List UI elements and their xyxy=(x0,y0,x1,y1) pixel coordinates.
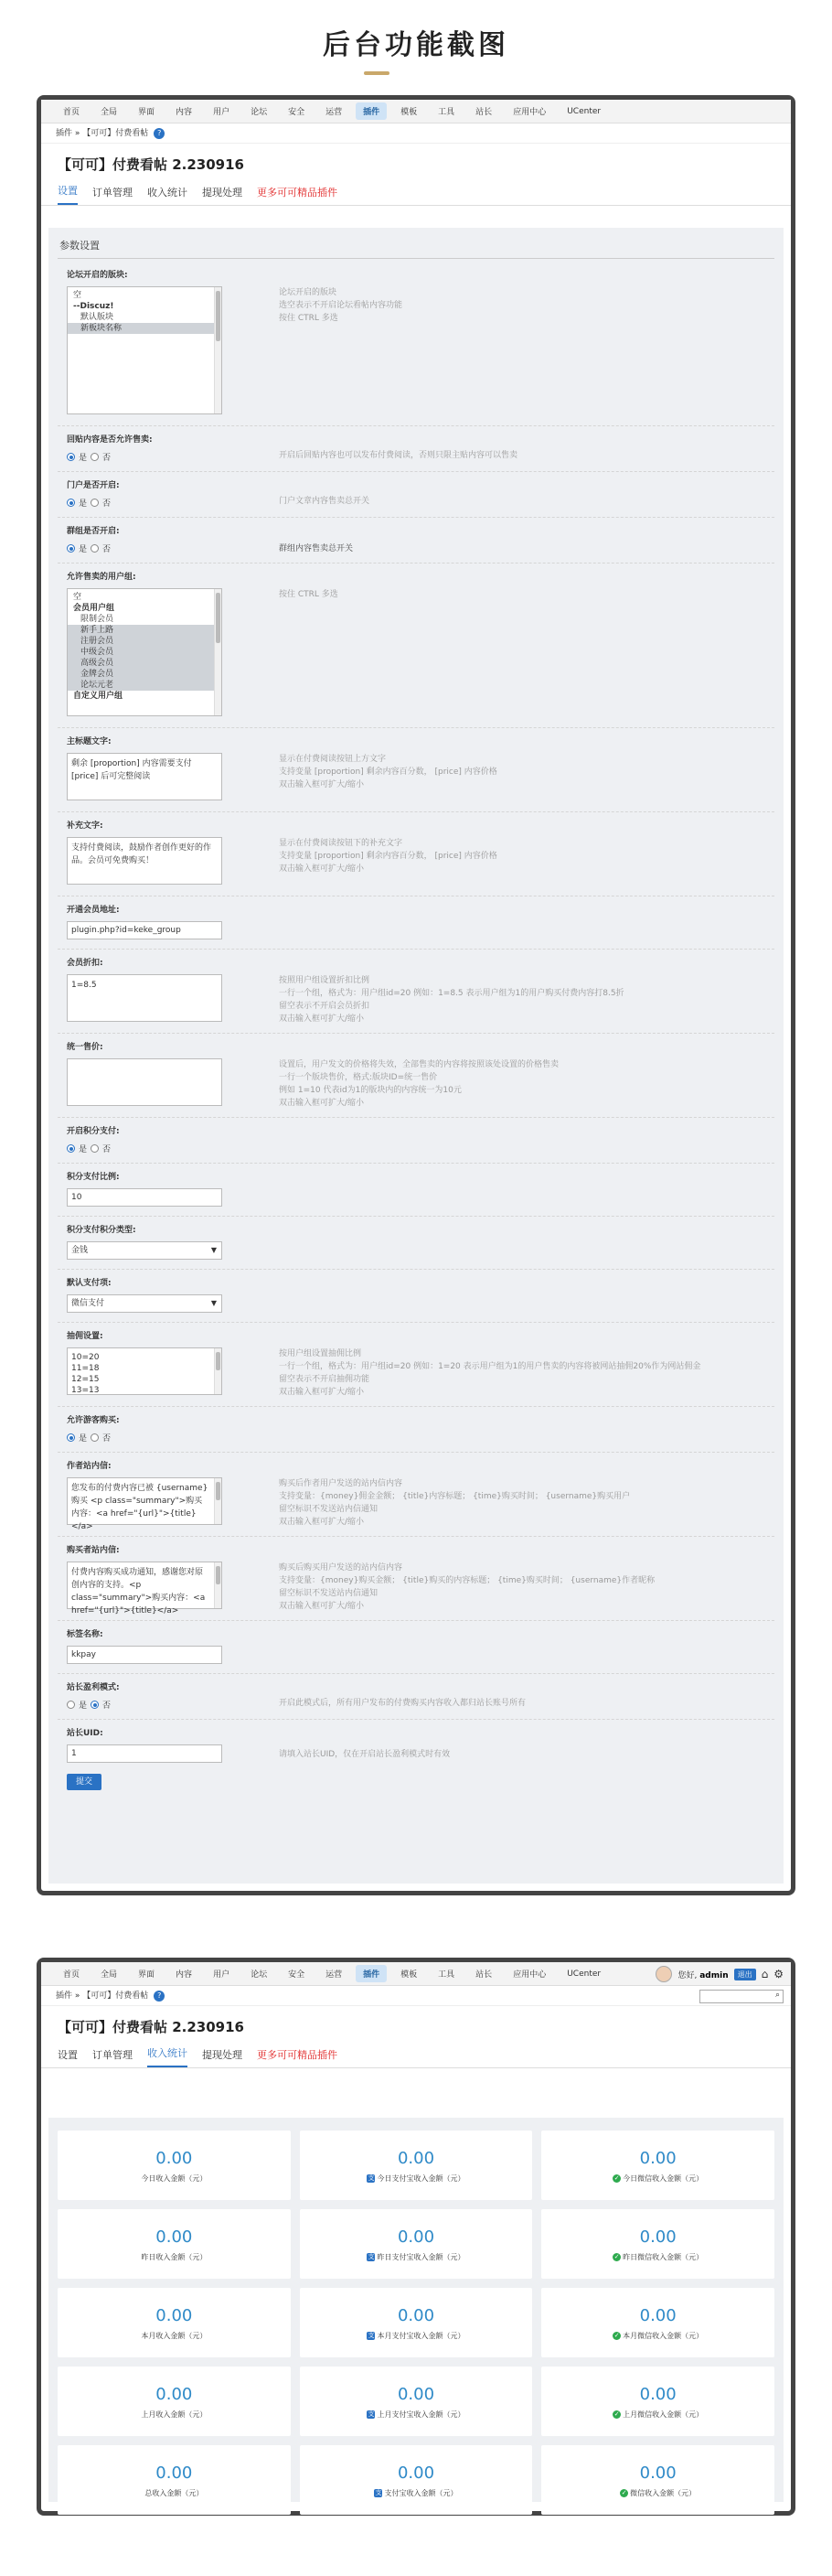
stat-label: 本月收入金额（元） xyxy=(141,2332,208,2340)
stat-value: 0.00 xyxy=(639,2149,677,2168)
nav-item[interactable]: 界面 xyxy=(138,1970,155,1980)
credit-pay-label: 开启积分支付: xyxy=(67,1127,120,1136)
divider xyxy=(58,563,774,564)
radio-no[interactable] xyxy=(91,499,99,507)
radio-yes-label: 是 xyxy=(79,1434,88,1444)
split-input[interactable] xyxy=(67,1347,222,1395)
radio-no[interactable] xyxy=(91,453,99,461)
section-title: 参数设置 xyxy=(58,228,774,259)
stats-screenshot xyxy=(37,1958,795,2516)
divider xyxy=(58,1033,774,1034)
divider xyxy=(58,1406,774,1407)
nav-item[interactable]: 运营 xyxy=(325,108,343,117)
heading-underline xyxy=(364,71,389,75)
desc-line: 双击输入框可扩大/缩小 xyxy=(279,1602,365,1611)
home-icon[interactable]: ⌂ xyxy=(761,1968,769,1980)
desc-line: 显示在付费阅读按钮下的补充文字 xyxy=(279,839,403,848)
desc-line: 一行一个版块售价，格式:版块ID=统一售价 xyxy=(279,1073,438,1082)
reply-desc: 开启后回贴内容也可以发布付费阅读，否则只限主贴内容可以售卖 xyxy=(279,451,518,460)
stat-card xyxy=(300,2209,533,2279)
desc-line: 购买后作者用户发送的站内信内容 xyxy=(279,1479,403,1488)
list-option[interactable]: 默认版块 xyxy=(80,313,114,322)
radio-no-label: 否 xyxy=(102,454,112,463)
stat-label: 本月支付宝收入金额（元） xyxy=(377,2332,465,2340)
usergroups-label: 允许售卖的用户组: xyxy=(67,573,136,582)
split-desc xyxy=(279,1347,700,1399)
radio-yes-label: 是 xyxy=(79,499,88,509)
divider xyxy=(58,811,774,812)
nav-item[interactable]: 插件 xyxy=(356,102,387,120)
buyer-msg-desc xyxy=(279,1562,655,1613)
desc-line: 留空标识不发送站内信通知 xyxy=(279,1505,379,1514)
stat-label: 总收入金额（元） xyxy=(144,2489,204,2497)
stat-label-row xyxy=(300,2410,533,2420)
list-option[interactable]: 空 xyxy=(73,291,82,300)
stat-value: 0.00 xyxy=(397,2306,435,2325)
scrollbar[interactable] xyxy=(214,1348,221,1394)
nav-item[interactable]: 安全 xyxy=(288,108,305,117)
user-area xyxy=(656,1966,784,1982)
desc-line: 按住 CTRL 多选 xyxy=(279,314,338,323)
stat-value: 0.00 xyxy=(155,2149,193,2168)
scrollbar[interactable] xyxy=(214,287,221,413)
guest-radio[interactable] xyxy=(67,1432,111,1444)
stat-value: 0.00 xyxy=(155,2463,193,2483)
nav-item[interactable]: 模板 xyxy=(400,1970,418,1980)
nav-item[interactable]: 论坛 xyxy=(251,1970,268,1980)
nav-item[interactable]: 首页 xyxy=(63,108,80,117)
nav-item[interactable]: 工具 xyxy=(438,108,455,117)
desc-line: 按照用户组设置折扣比例 xyxy=(279,976,370,985)
tab[interactable]: 更多可可精品插件 xyxy=(257,187,337,199)
radio-no-label: 否 xyxy=(102,545,112,554)
breadcrumb-text: 插件 » 【可可】付费看帖 xyxy=(56,1991,149,2001)
breadcrumb xyxy=(41,1986,791,2006)
radio-no-label: 否 xyxy=(102,1434,112,1444)
forums-label: 论坛开启的版块: xyxy=(67,271,128,280)
nav-item[interactable]: UCenter xyxy=(567,1969,602,1979)
desc-line: 支持变量：{money}佣金金额； {title}内容标题； {time}购买时间； {username}购买用户 xyxy=(279,1492,631,1501)
scrollbar[interactable] xyxy=(214,589,221,715)
stat-card xyxy=(541,2131,774,2200)
split-label: 抽佣设置: xyxy=(67,1332,103,1341)
stat-label-row xyxy=(300,2174,533,2184)
alipay-icon: 支 xyxy=(368,2253,375,2260)
divider xyxy=(58,949,774,950)
stat-label-row xyxy=(58,2488,291,2498)
list-option[interactable]: 新板块名称 xyxy=(68,323,221,334)
main-text-desc xyxy=(279,753,497,791)
nav-item[interactable]: 应用中心 xyxy=(513,108,547,117)
tab-bar xyxy=(41,182,791,206)
avatar[interactable] xyxy=(656,1966,672,1982)
stat-value: 0.00 xyxy=(397,2227,435,2247)
main-text-label: 主标题文字: xyxy=(67,737,112,746)
stat-label-row xyxy=(58,2252,291,2262)
split-row: 10=20 xyxy=(71,1353,100,1362)
search-icon[interactable]: ⌕ xyxy=(774,1991,780,2000)
author-msg-text: 您发布的付费内容已被 {username}购买 <p class="summary">购买内容：<a href="{url}">{title}</a> xyxy=(71,1484,208,1531)
desc-line: 显示在付费阅读按钮上方文字 xyxy=(279,755,387,764)
author-msg-input[interactable] xyxy=(67,1477,222,1531)
wechat-icon: ✓ xyxy=(621,2489,627,2496)
stat-card xyxy=(541,2367,774,2436)
wechat-icon: ✓ xyxy=(613,2253,620,2260)
nav-item[interactable]: 首页 xyxy=(63,1970,80,1980)
desc-line: 按用户组设置抽佣比例 xyxy=(279,1349,362,1358)
desc-line: 双击输入框可扩大/缩小 xyxy=(279,1014,365,1024)
sub-text-input[interactable]: 支持付费阅读，鼓励作者创作更好的作品。会员可免费购买！ xyxy=(67,837,222,885)
alipay-icon: 支 xyxy=(368,2410,375,2418)
nav-item[interactable]: 安全 xyxy=(288,1970,305,1980)
radio-yes-label: 是 xyxy=(79,1701,88,1711)
desc-line: 双击输入框可扩大/缩小 xyxy=(279,1388,365,1397)
radio-no[interactable] xyxy=(91,1144,99,1153)
divider xyxy=(58,1620,774,1621)
guest-label: 允许游客购买: xyxy=(67,1416,120,1425)
plugin-title: 【可可】付费看帖 2.230916 xyxy=(58,2019,244,2035)
discount-desc xyxy=(279,974,624,1025)
stat-value: 0.00 xyxy=(639,2306,677,2325)
radio-yes-label: 是 xyxy=(79,545,88,554)
scrollbar[interactable] xyxy=(214,1478,221,1524)
stat-label: 本月微信收入金额（元） xyxy=(623,2332,704,2340)
radio-yes[interactable] xyxy=(67,499,75,507)
stat-card xyxy=(58,2131,291,2200)
scrollbar[interactable] xyxy=(214,1562,221,1608)
tab[interactable]: 收入统计 xyxy=(147,2045,187,2067)
tab[interactable]: 收入统计 xyxy=(147,187,187,199)
divider xyxy=(58,727,774,728)
nav-item[interactable]: 站长 xyxy=(475,108,493,117)
desc-line: 支持变量：{money}购买金额； {title}购买的内容标题； {time}购买时间； {username}作者昵称 xyxy=(279,1576,656,1585)
credit-ratio-label: 积分支付比例: xyxy=(67,1173,120,1182)
stat-label-row xyxy=(541,2252,774,2262)
tab[interactable]: 更多可可精品插件 xyxy=(257,2049,337,2061)
nav-item[interactable]: 内容 xyxy=(176,1970,193,1980)
divider xyxy=(58,471,774,472)
reply-label: 回贴内容是否允许售卖: xyxy=(67,435,153,445)
tab[interactable]: 订单管理 xyxy=(92,2049,133,2061)
vip-label: 开通会员地址: xyxy=(67,906,120,915)
submit-button[interactable]: 提交 xyxy=(67,1774,101,1790)
desc-line: 一行一个组，格式为：用户组id=20 例如：1=8.5 表示用户组为1的用户购买付费内容打8.5折 xyxy=(279,989,624,998)
desc-line: 支持变量 [proportion] 剩余内容百分数， [price] 内容价格 xyxy=(279,852,497,861)
tab[interactable]: 设置 xyxy=(58,2049,78,2061)
divider xyxy=(58,1322,774,1323)
wechat-icon: ✓ xyxy=(613,2332,620,2339)
owner-mode-radio[interactable] xyxy=(67,1699,111,1711)
radio-yes[interactable] xyxy=(67,453,75,461)
credit-type-value: 金钱 xyxy=(71,1246,89,1255)
divider xyxy=(58,425,774,426)
stat-label-row xyxy=(541,2488,774,2498)
stat-value: 0.00 xyxy=(639,2463,677,2483)
author-msg-desc xyxy=(279,1477,630,1529)
greeting xyxy=(677,1969,728,1980)
chevron-down-icon: ▼ xyxy=(210,1246,217,1254)
sub-text-desc xyxy=(279,837,497,875)
breadcrumb-text: 插件 » 【可可】付费看帖 xyxy=(56,129,149,138)
list-option[interactable]: 会员用户组 xyxy=(73,604,115,613)
stat-label-row xyxy=(541,2174,774,2184)
stat-value: 0.00 xyxy=(639,2227,677,2247)
nav-item[interactable]: 论坛 xyxy=(251,108,268,117)
alipay-icon: 支 xyxy=(375,2489,382,2496)
uid-desc: 请填入站长UID，仅在开启站长盈利模式时有效 xyxy=(279,1750,451,1759)
stat-label-row xyxy=(58,2331,291,2341)
breadcrumb xyxy=(41,123,791,144)
list-option[interactable]: --Discuz! xyxy=(73,302,114,311)
top-nav xyxy=(41,1962,791,1986)
wechat-icon: ✓ xyxy=(613,2410,620,2418)
default-pay-value: 微信支付 xyxy=(71,1299,105,1308)
tab[interactable]: 订单管理 xyxy=(92,187,133,199)
stat-label: 支付宝收入金额（元） xyxy=(384,2489,458,2497)
divider xyxy=(58,1536,774,1537)
usergroups-desc: 按住 CTRL 多选 xyxy=(279,590,338,599)
list-option[interactable]: 金牌会员 xyxy=(68,669,221,680)
page-heading: 后台功能截图 xyxy=(323,29,509,61)
group-desc: 群组内容售卖总开关 xyxy=(279,544,354,553)
tab[interactable]: 设置 xyxy=(58,183,78,205)
settings-screenshot xyxy=(37,95,795,1895)
stat-card xyxy=(541,2209,774,2279)
uid-label: 站长UID: xyxy=(67,1729,103,1738)
radio-no-label: 否 xyxy=(102,1145,112,1154)
credit-type-label: 积分支付积分类型: xyxy=(67,1226,136,1235)
greeting-text: 您好, xyxy=(677,1970,698,1980)
radio-yes[interactable] xyxy=(67,544,75,553)
stat-value: 0.00 xyxy=(639,2385,677,2404)
alipay-icon: 支 xyxy=(368,2174,375,2182)
nav-item[interactable]: UCenter xyxy=(567,106,602,116)
tab[interactable]: 提现处理 xyxy=(202,187,242,199)
help-icon[interactable]: ? xyxy=(154,1991,165,2002)
stat-value: 0.00 xyxy=(155,2227,193,2247)
stats-grid xyxy=(48,2118,784,2502)
divider xyxy=(58,1163,774,1164)
radio-yes[interactable] xyxy=(67,1144,75,1153)
desc-line: 购买后购买用户发送的站内信内容 xyxy=(279,1563,403,1572)
desc-line: 留空表示不开启会员折扣 xyxy=(279,1002,370,1011)
nav-item[interactable]: 站长 xyxy=(475,1970,493,1980)
desc-line: 例如 1=10 代表id为1的版块内的内容统一为10元 xyxy=(279,1086,462,1095)
stat-card xyxy=(300,2288,533,2357)
uid-input[interactable]: 1 xyxy=(67,1744,222,1763)
divider xyxy=(58,1452,774,1453)
buyer-msg-input[interactable] xyxy=(67,1562,222,1615)
vip-url-input[interactable]: plugin.php?id=keke_group xyxy=(67,921,222,939)
stat-label: 上月收入金额（元） xyxy=(141,2410,208,2419)
divider xyxy=(58,1673,774,1674)
stat-value: 0.00 xyxy=(155,2385,193,2404)
radio-yes[interactable] xyxy=(67,1433,75,1442)
split-row: 13=13 xyxy=(71,1386,100,1395)
uniform-price-label: 统一售价: xyxy=(67,1043,103,1052)
wechat-icon: ✓ xyxy=(613,2174,620,2182)
tab[interactable]: 提现处理 xyxy=(202,2049,242,2061)
split-row: 11=18 xyxy=(71,1364,100,1373)
tab-bar xyxy=(41,2045,791,2068)
stat-card xyxy=(58,2209,291,2279)
portal-label: 门户是否开启: xyxy=(67,481,120,490)
group-label: 群组是否开启: xyxy=(67,527,120,536)
list-option[interactable]: 高级会员 xyxy=(68,658,221,669)
desc-line: 双击输入框可扩大/缩小 xyxy=(279,1518,365,1527)
radio-no[interactable] xyxy=(91,1433,99,1442)
plugin-title: 【可可】付费看帖 2.230916 xyxy=(58,156,244,173)
forums-desc xyxy=(279,286,402,325)
owner-mode-label: 站长盈利模式: xyxy=(67,1683,120,1692)
main-text-input[interactable]: 剩余 [proportion] 内容需要支付 [price] 后可完整阅读 xyxy=(67,753,222,800)
split-row: 12=15 xyxy=(71,1375,100,1384)
credit-ratio-input[interactable]: 10 xyxy=(67,1188,222,1207)
stat-value: 0.00 xyxy=(397,2149,435,2168)
divider xyxy=(58,1117,774,1118)
uniform-price-input[interactable] xyxy=(67,1058,222,1106)
stat-label-row xyxy=(300,2331,533,2341)
gear-icon[interactable]: ⚙ xyxy=(773,1968,784,1980)
stat-card xyxy=(300,2367,533,2436)
buyer-msg-text: 付费内容购买成功通知，感谢您对原创内容的支持。<p class="summary">购买内容：<a href="{url}">{title}</a> xyxy=(71,1568,208,1615)
desc-line: 留空标识不发送站内信通知 xyxy=(279,1589,379,1598)
stat-card xyxy=(58,2445,291,2515)
forums-select[interactable] xyxy=(67,286,222,414)
tag-input[interactable]: kkpay xyxy=(67,1646,222,1664)
usergroups-select[interactable] xyxy=(67,588,222,716)
stat-label: 昨日微信收入金额（元） xyxy=(623,2253,704,2261)
help-icon[interactable]: ? xyxy=(154,128,165,139)
stat-label: 上月支付宝收入金额（元） xyxy=(377,2410,465,2419)
nav-item[interactable]: 运营 xyxy=(325,1970,343,1980)
desc-line: 论坛开启的版块 xyxy=(279,288,337,297)
list-option[interactable]: 论坛元老 xyxy=(68,680,221,691)
radio-yes-label: 是 xyxy=(79,1145,88,1154)
stat-value: 0.00 xyxy=(397,2385,435,2404)
divider xyxy=(58,1216,774,1217)
radio-no-label: 否 xyxy=(102,1701,112,1711)
uniform-price-desc xyxy=(279,1058,559,1110)
stat-label: 微信收入金额（元） xyxy=(630,2489,697,2497)
credit-type-select[interactable] xyxy=(67,1241,222,1260)
stat-label: 上月微信收入金额（元） xyxy=(623,2410,704,2419)
list-option[interactable]: 中级会员 xyxy=(68,647,221,658)
radio-yes-label: 是 xyxy=(79,454,88,463)
stat-label-row xyxy=(541,2331,774,2341)
divider xyxy=(58,1269,774,1270)
nav-item[interactable]: 全局 xyxy=(101,1970,118,1980)
stat-card xyxy=(58,2288,291,2357)
desc-line: 选空表示不开启论坛看帖内容功能 xyxy=(279,301,403,310)
reply-radio[interactable] xyxy=(67,451,111,463)
stat-card xyxy=(541,2288,774,2357)
desc-line: 双击输入框可扩大/缩小 xyxy=(279,864,365,874)
desc-line: 设置后，用户发文的价格将失效，全部售卖的内容将按照该处设置的价格售卖 xyxy=(279,1060,560,1069)
stat-label-row xyxy=(58,2174,291,2184)
chevron-down-icon: ▼ xyxy=(210,1299,217,1307)
nav-item[interactable]: 应用中心 xyxy=(513,1970,547,1980)
radio-no[interactable] xyxy=(91,1701,99,1709)
buyer-msg-label: 购买者站内信: xyxy=(67,1546,120,1555)
nav-item[interactable]: 内容 xyxy=(176,108,193,117)
desc-line: 双击输入框可扩大/缩小 xyxy=(279,1099,365,1108)
nav-item[interactable]: 全局 xyxy=(101,108,118,117)
divider xyxy=(58,1719,774,1720)
settings-panel xyxy=(48,228,784,1884)
credit-pay-radio[interactable] xyxy=(67,1143,111,1154)
portal-radio[interactable] xyxy=(67,497,111,509)
default-pay-label: 默认支付项: xyxy=(67,1279,112,1288)
stat-card xyxy=(58,2367,291,2436)
tag-label: 标签名称: xyxy=(67,1630,103,1639)
stat-label-row xyxy=(300,2488,533,2498)
list-option[interactable]: 自定义用户组 xyxy=(73,692,123,701)
nav-item[interactable]: 用户 xyxy=(213,1970,230,1980)
user-name[interactable]: admin xyxy=(699,1970,729,1980)
author-msg-label: 作者站内信: xyxy=(67,1462,112,1471)
list-option[interactable]: 空 xyxy=(73,593,82,602)
nav-item[interactable]: 工具 xyxy=(438,1970,455,1980)
stat-value: 0.00 xyxy=(155,2306,193,2325)
desc-line: 留空表示不开启抽佣功能 xyxy=(279,1375,370,1384)
stat-label: 今日支付宝收入金额（元） xyxy=(377,2174,465,2183)
group-radio[interactable] xyxy=(67,542,111,554)
logout-badge[interactable]: 退出 xyxy=(734,1969,756,1980)
discount-label: 会员折扣: xyxy=(67,959,103,968)
nav-item[interactable]: 插件 xyxy=(356,1965,387,1982)
default-pay-select[interactable] xyxy=(67,1294,222,1313)
stat-label-row xyxy=(300,2252,533,2262)
stat-label: 今日微信收入金额（元） xyxy=(623,2174,704,2183)
alipay-icon: 支 xyxy=(368,2332,375,2339)
stat-label: 昨日支付宝收入金额（元） xyxy=(377,2253,465,2261)
list-option[interactable]: 注册会员 xyxy=(68,636,221,647)
nav-item[interactable]: 模板 xyxy=(400,108,418,117)
portal-desc: 门户文章内容售卖总开关 xyxy=(279,497,370,506)
stat-card xyxy=(300,2131,533,2200)
divider xyxy=(58,517,774,518)
desc-line: 一行一个组，格式为：用户组id=20 例如：1=20 表示用户组为1的用户售卖的内容将被网站抽佣20%作为网站佣金 xyxy=(279,1362,701,1371)
owner-mode-desc: 开启此模式后，所有用户发布的付费购买内容收入都归站长账号所有 xyxy=(279,1699,527,1708)
stat-label: 昨日收入金额（元） xyxy=(141,2253,208,2261)
list-option[interactable]: 限制会员 xyxy=(80,615,114,624)
stat-card xyxy=(541,2445,774,2515)
desc-line: 支持变量 [proportion] 剩余内容百分数， [price] 内容价格 xyxy=(279,767,497,777)
desc-line: 双击输入框可扩大/缩小 xyxy=(279,780,365,789)
sub-text-label: 补充文字: xyxy=(67,821,103,831)
stat-card xyxy=(300,2445,533,2515)
list-option[interactable]: 新手上路 xyxy=(68,625,221,636)
nav-item[interactable]: 界面 xyxy=(138,108,155,117)
stat-label-row xyxy=(58,2410,291,2420)
radio-no[interactable] xyxy=(91,544,99,553)
nav-item[interactable]: 用户 xyxy=(213,108,230,117)
radio-yes[interactable] xyxy=(67,1701,75,1709)
discount-input[interactable]: 1=8.5 xyxy=(67,974,222,1022)
top-nav xyxy=(41,100,791,123)
stat-label: 今日收入金额（元） xyxy=(141,2174,208,2183)
stat-value: 0.00 xyxy=(397,2463,435,2483)
radio-no-label: 否 xyxy=(102,499,112,509)
stat-label-row xyxy=(541,2410,774,2420)
